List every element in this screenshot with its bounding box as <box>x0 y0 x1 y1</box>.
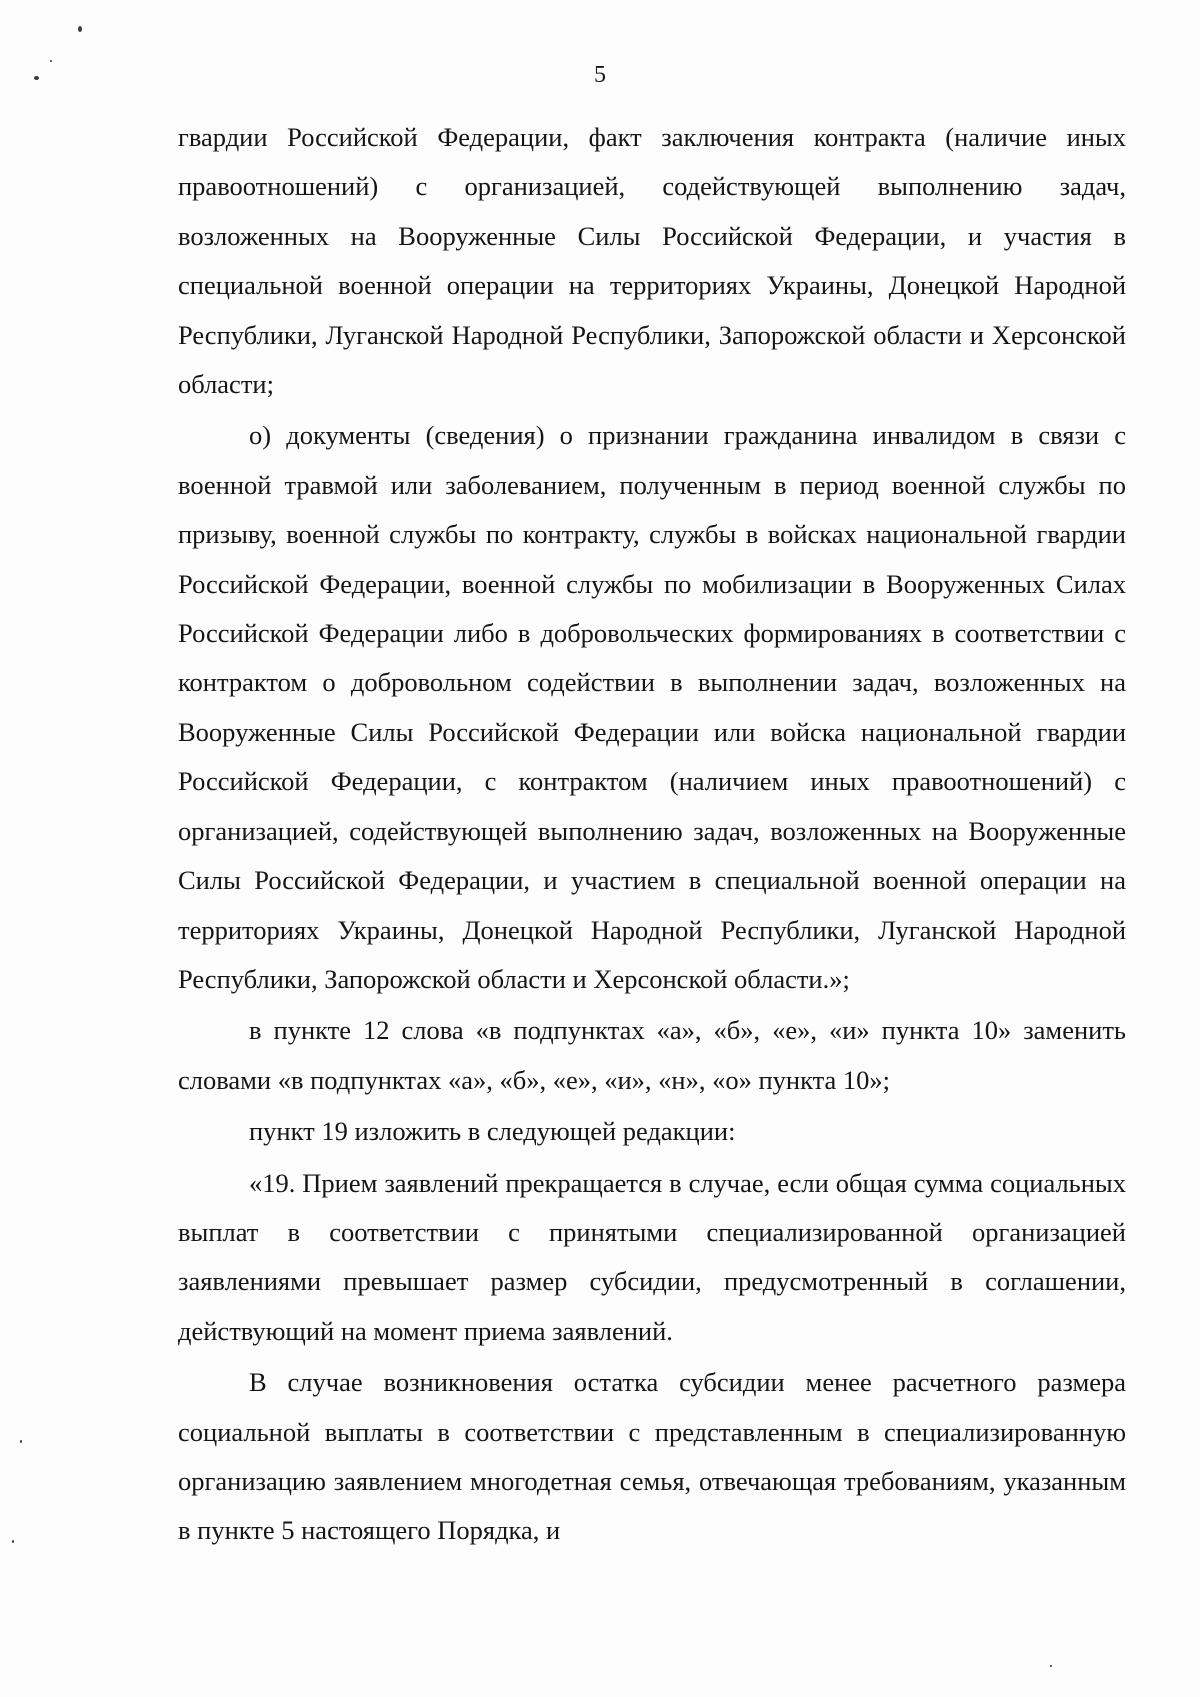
page-number: 5 <box>594 62 606 88</box>
paragraph-point-19-text: «19. Прием заявлений прекращается в случае, если общая сумма социальных выплат в соответствии с принятыми специализированной организацией заявлениями превышает размер субсидии, предусмотренный в соглашении, действующий на момент приема заявлений. <box>178 1167 1126 1346</box>
paragraph-continuation: гвардии Российской Федерации, факт заключения контракта (наличие иных правоотношений) с организацией, содействующей выполнению задач, возложенных на Вооруженные Силы Российской Федерации, и участия в специальной военной операции на территориях Украины, Донецкой Народной Республики, Луганской Народной Республики, Запорожской области и Херсонской области; <box>178 122 1126 400</box>
scan-speck <box>20 1440 22 1443</box>
paragraph-remainder-case: В случае возникновения остатка субсидии менее расчетного размера социальной выплаты в соответствии с представленным в специализированную организацию заявлением многодетная семья, отвечающая требованиям, указанным в пункте 5 настоящего Порядка, и <box>178 1367 1126 1546</box>
scan-speck <box>12 1540 14 1543</box>
scan-speck <box>34 76 39 80</box>
scan-speck <box>1050 1665 1052 1667</box>
paragraph-item-o: о) документы (сведения) о признании гражданина инвалидом в связи с военной травмой или заболеванием, полученным в период военной службы по призыву, военной службы по контракту, службы в войсках национальной гвардии Российской Федерации, военной службы по мобилизации в Вооруженных Силах Российской Федерации либо в добровольческих формированиях в соответствии с контрактом о добровольном содействии в выполнении задач, возложенных на Вооруженные Силы Российской Федерации или войска национальной гвардии Российской Федерации, с контрактом (наличием иных правоотношений) с организацией, содействующей выполнению задач, возложенных на Вооруженные Силы Российской Федерации, и участием в специальной военной операции на территориях Украины, Донецкой Народной Республики, Луганской Народной Республики, Запорожской области и Херсонской области.»; <box>178 420 1126 994</box>
scan-speck <box>50 60 52 62</box>
paragraph-point-12: в пункте 12 слова «в подпунктах «а», «б», «е», «и» пункта 10» заменить словами «в подпунктах «а», «б», «е», «и», «н», «о» пункта 10»; <box>178 1015 1126 1095</box>
document-body <box>178 113 1126 1556</box>
paragraph-point-19-intro: пункт 19 изложить в следующей редакции: <box>249 1116 736 1147</box>
scan-speck <box>78 26 82 32</box>
